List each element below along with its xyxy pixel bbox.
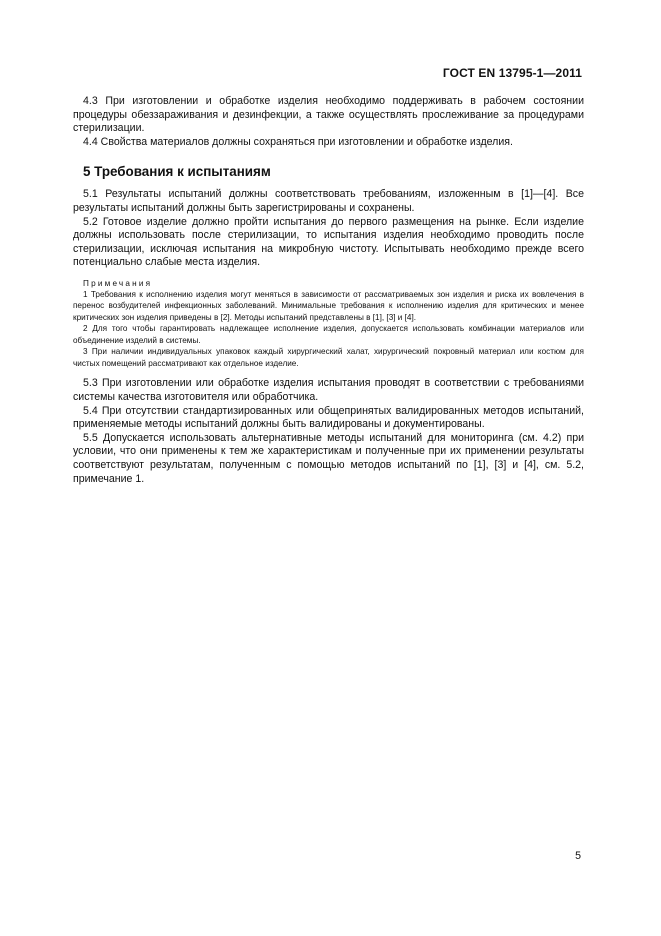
section-title: 5 Требования к испытаниям: [83, 164, 271, 180]
paragraph-4-3: 4.3 При изготовлении и обработке изделия необходимо поддерживать в рабочем состоянии процедуры обеззараживания и дезинфекции, а также осуществлять прослеживание за процедурами стерилизации.: [73, 95, 584, 135]
note-1: 1 Требования к исполнению изделия могут меняться в зависимости от рассматриваемых зон изделия и риска их вовлечения в перенос возбудителей инфекционных заболеваний. Минимальные требования к исполнению изделия для критических и менее критических зон изделия приведены в [2]. Методы испытаний представлены в [1], [3] и [4].: [73, 289, 584, 322]
page-content: [73, 95, 584, 486]
page-number: 5: [575, 850, 581, 862]
notes-block: [73, 279, 584, 370]
note-2: 2 Для того чтобы гарантировать надлежащее исполнение изделия, допускается использовать комбинации материалов или объединение изделий в системы.: [73, 324, 584, 345]
paragraph-5-5: 5.5 Допускается использовать альтернативные методы испытаний для мониторинга (см. 4.2) при условии, что они применены к тем же характеристикам и полученные при их применении результаты соответствуют результатам, полученным с помощью методов испытаний по [1], [3] и [4], см. 5.2, примечание 1.: [73, 431, 584, 485]
paragraph-5-2: 5.2 Готовое изделие должно пройти испытания до первого размещения на рынке. Если изделие должны использовать после стерилизации, то испытания изделия необходимо проводить после стерилизации, исключая испытания на микробную чистоту. Испытывать необходимо прежде всего потенциально слабые места изделия.: [73, 215, 584, 269]
paragraph-5-3: 5.3 При изготовлении или обработке изделия испытания проводят в соответствии с требованиями системы качества изготовителя или обработчика.: [73, 377, 584, 404]
note-3: 3 При наличии индивидуальных упаковок каждый хирургический халат, хирургический покровный материал или костюм для чистых помещений рассматривают как отдельное изделие.: [73, 347, 584, 368]
paragraph-5-4: 5.4 При отсутствии стандартизированных или общепринятых валидированных методов испытаний, применяемые методы испытаний должны быть валидированы и документированы.: [73, 404, 584, 431]
document-code-header: ГОСТ EN 13795-1—2011: [442, 66, 582, 80]
paragraph-4-4: 4.4 Свойства материалов должны сохраняться при изготовлении и обработке изделия.: [83, 135, 513, 148]
paragraph-5-1: 5.1 Результаты испытаний должны соответствовать требованиям, изложенным в [1]—[4]. Все результаты испытаний должны быть зарегистрированы и сохранены.: [73, 188, 584, 214]
notes-title: Примечания: [83, 278, 153, 288]
